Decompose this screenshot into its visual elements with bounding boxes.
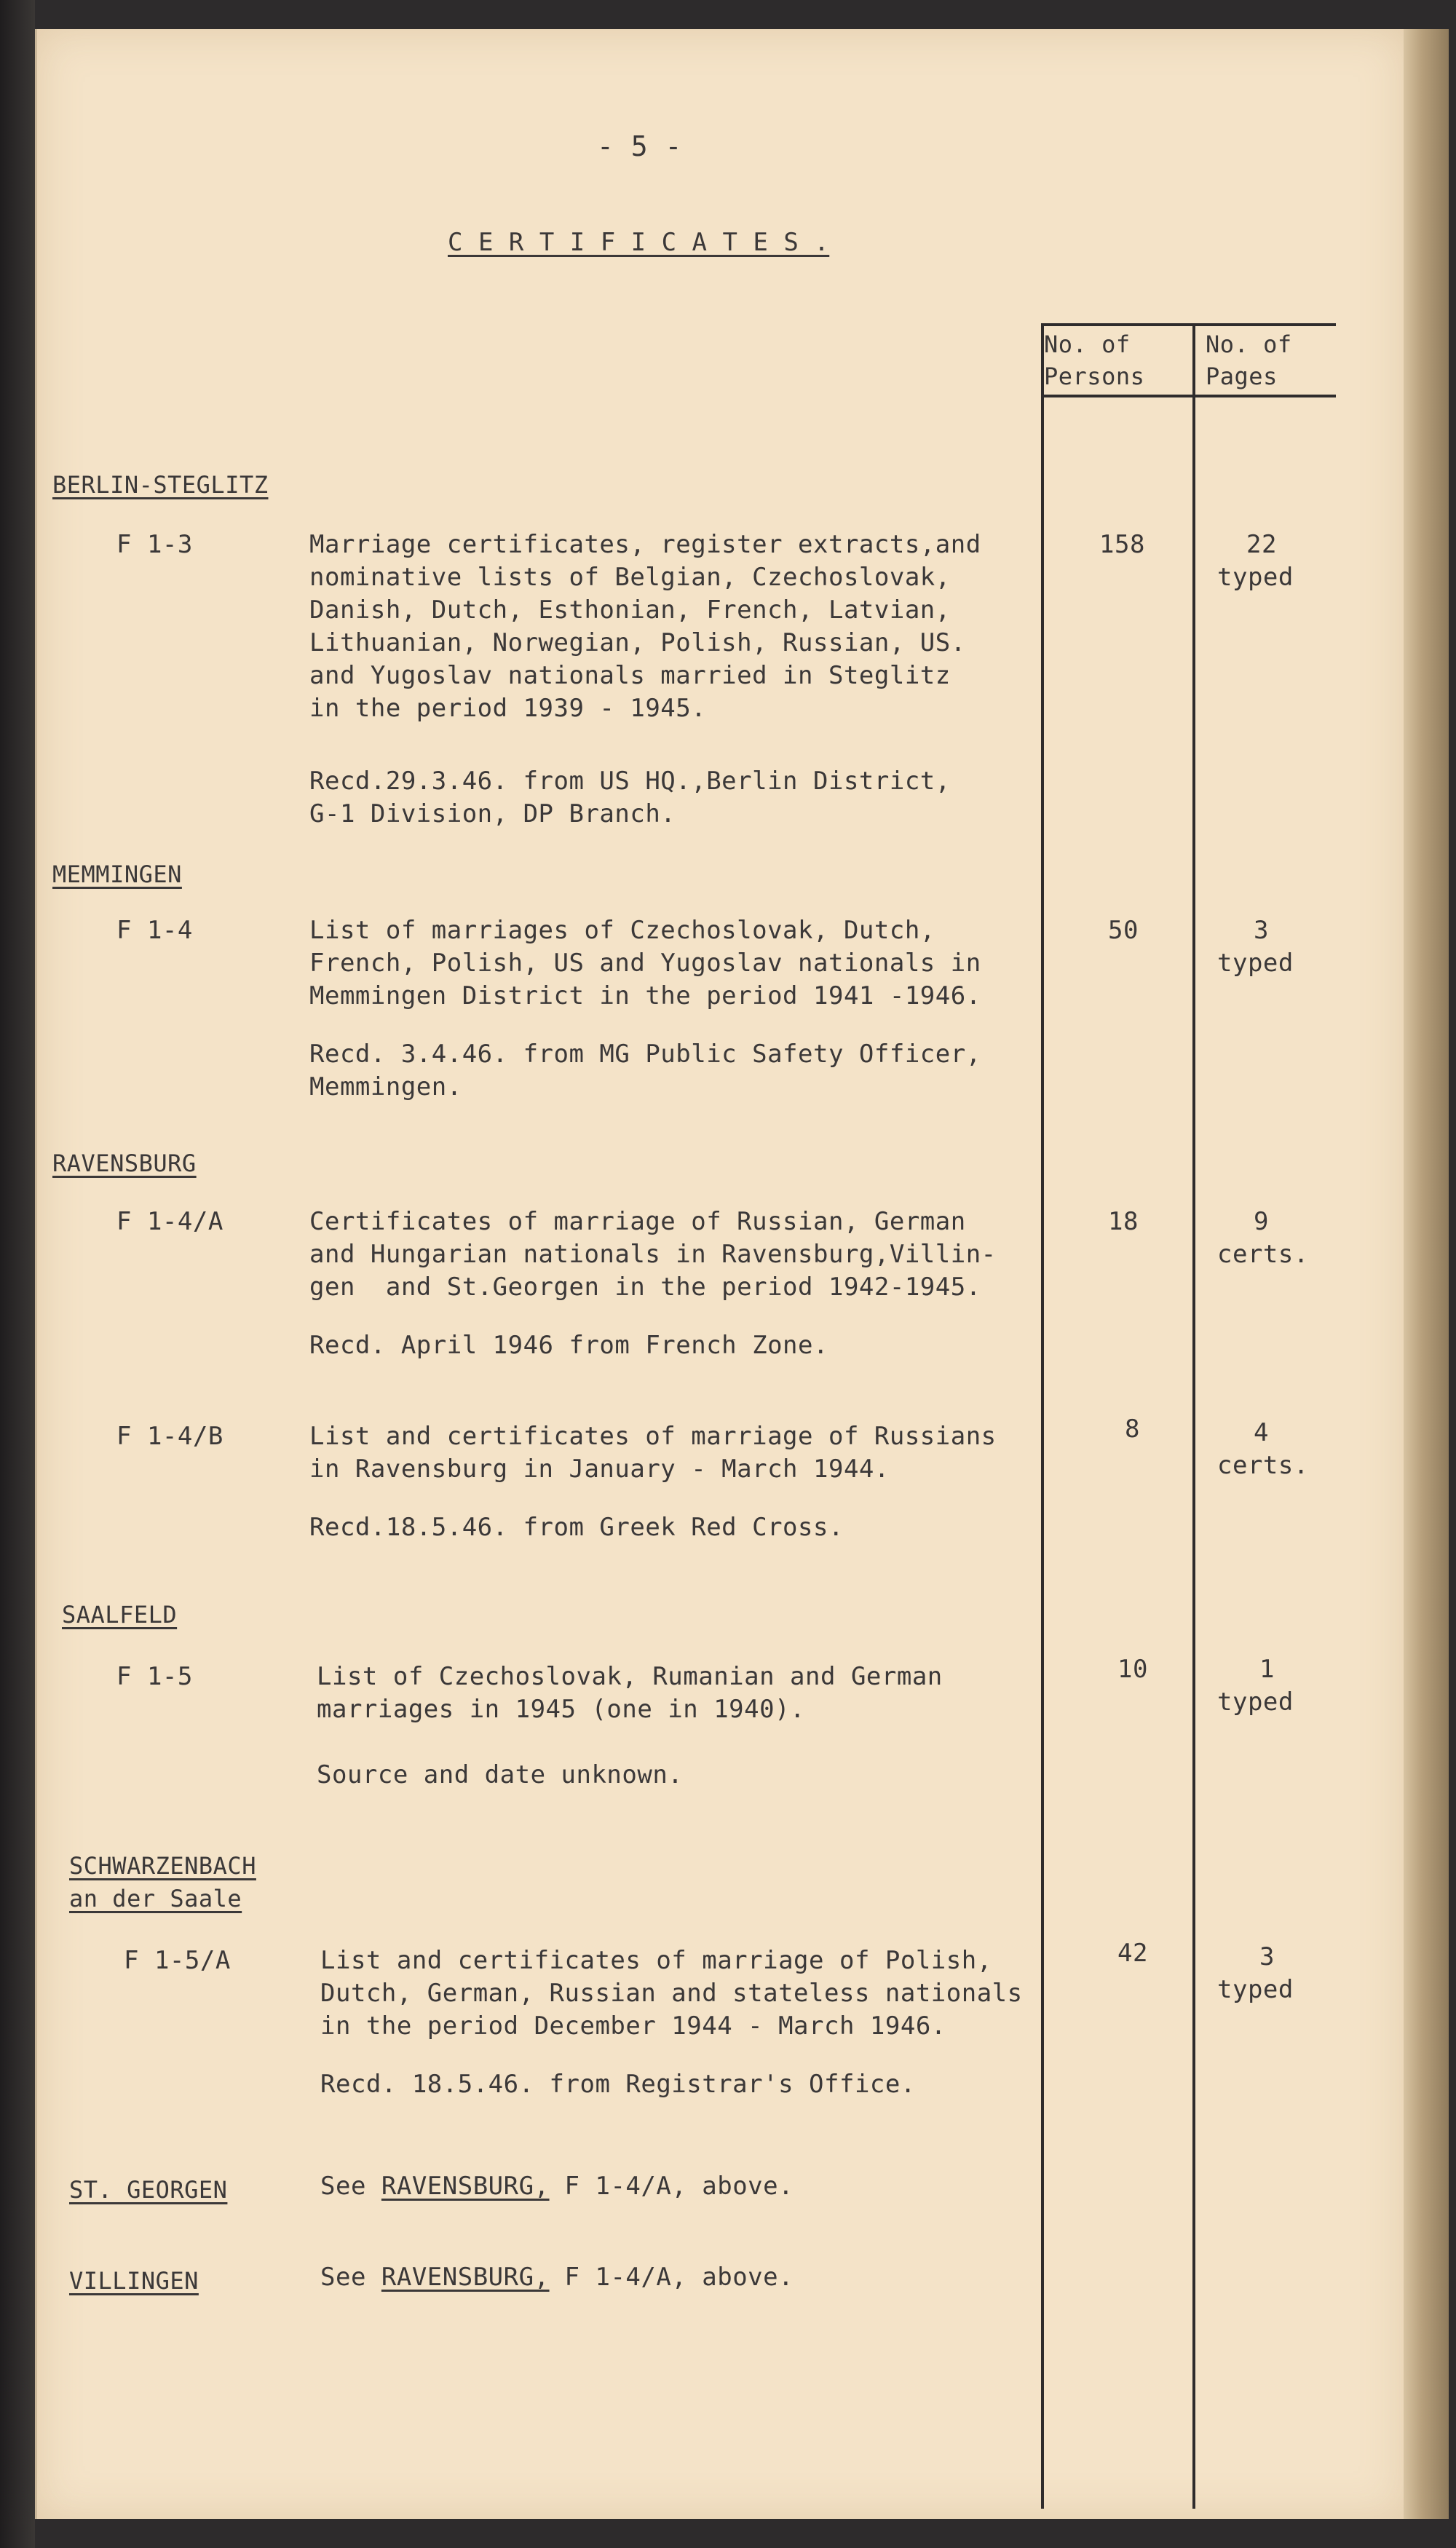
page-edge <box>1404 29 1449 2519</box>
entry-received-line: Recd. April 1946 from French Zone. <box>309 1331 828 1360</box>
pages-type: typed <box>1217 1688 1294 1717</box>
section-heading-villingen: VILLINGEN <box>69 2267 199 2295</box>
pages-column-rule <box>1192 325 1195 2509</box>
entry-desc-line: nominative lists of Belgian, Czechoslovak, <box>309 563 951 592</box>
entry-received-line: Recd. 18.5.46. from Registrar's Office. <box>320 2070 916 2099</box>
persons-count: 42 <box>1117 1939 1148 1968</box>
entry-ref: F 1-5/A <box>124 1946 231 1975</box>
pages-count: 9 <box>1254 1207 1269 1236</box>
entry-desc-line: in the period December 1944 - March 1946. <box>320 2011 946 2041</box>
persons-count: 8 <box>1125 1415 1140 1444</box>
entry-desc-line: French, Polish, US and Yugoslav nationals in <box>309 949 981 978</box>
see-prefix: See <box>320 2172 381 2201</box>
pages-header-line1: No. of <box>1206 331 1292 358</box>
pages-count: 1 <box>1259 1655 1275 1684</box>
entry-desc-line: List and certificates of marriage of Russians <box>309 1422 997 1451</box>
see-reference <box>320 2169 794 2203</box>
section-heading-ravensburg: RAVENSBURG <box>52 1150 197 1177</box>
entry-desc-line: marriages in 1945 (one in 1940). <box>317 1695 806 1724</box>
section-heading-schwarzenbach-subtitle: an der Saale <box>69 1885 242 1912</box>
entry-ref: F 1-3 <box>116 530 193 559</box>
entry-desc-line: in Ravensburg in January - March 1944. <box>309 1455 890 1484</box>
section-heading-saalfeld: SAALFELD <box>62 1601 178 1629</box>
pages-type: typed <box>1217 563 1294 592</box>
entry-received-line: Memmingen. <box>309 1072 462 1101</box>
persons-header-line1: No. of <box>1044 331 1131 358</box>
section-heading-berlin-steglitz: BERLIN-STEGLITZ <box>52 471 269 499</box>
page-title: C E R T I F I C A T E S . <box>448 228 830 257</box>
entry-desc-line: Marriage certificates, register extracts,and <box>309 530 981 559</box>
entry-received-line: Recd. 3.4.46. from MG Public Safety Officer, <box>309 1040 981 1069</box>
entry-ref: F 1-5 <box>116 1662 193 1691</box>
persons-column-rule <box>1041 325 1044 2509</box>
persons-count: 10 <box>1117 1655 1148 1684</box>
see-link: RAVENSBURG, <box>381 2172 550 2201</box>
pages-count: 3 <box>1259 1942 1275 1971</box>
see-reference <box>320 2260 794 2294</box>
page-number: - 5 - <box>597 130 682 162</box>
entry-ref: F 1-4/B <box>116 1422 223 1451</box>
persons-count: 18 <box>1108 1207 1139 1236</box>
entry-desc-line: Memmingen District in the period 1941 -1946. <box>309 981 981 1010</box>
entry-desc-line: and Yugoslav nationals married in Steglitz <box>309 661 951 690</box>
entry-received-line: Recd.29.3.46. from US HQ.,Berlin District, <box>309 767 951 796</box>
pages-type: typed <box>1217 1975 1294 2004</box>
section-heading-memmingen: MEMMINGEN <box>52 860 182 888</box>
persons-count: 158 <box>1099 530 1145 559</box>
pages-count: 3 <box>1254 916 1269 945</box>
entry-ref: F 1-4 <box>116 916 193 945</box>
pages-type: certs. <box>1217 1240 1309 1269</box>
section-heading-schwarzenbach: SCHWARZENBACH <box>69 1852 256 1880</box>
left-page-shadow <box>0 0 35 2548</box>
see-suffix: F 1-4/A, above. <box>549 2172 794 2201</box>
pages-count: 22 <box>1246 530 1277 559</box>
persons-count: 50 <box>1108 916 1139 945</box>
see-prefix: See <box>320 2263 381 2292</box>
entry-desc-line: gen and St.Georgen in the period 1942-1945. <box>309 1273 981 1302</box>
entry-desc-line: Dutch, German, Russian and stateless nationals <box>320 1979 1023 2008</box>
entry-desc-line: Lithuanian, Norwegian, Polish, Russian, US. <box>309 628 966 657</box>
entry-desc-line: in the period 1939 - 1945. <box>309 694 707 723</box>
pages-type: certs. <box>1217 1451 1309 1480</box>
see-suffix: F 1-4/A, above. <box>549 2263 794 2292</box>
entry-received-line: Source and date unknown. <box>317 1760 684 1789</box>
entry-received-line: Recd.18.5.46. from Greek Red Cross. <box>309 1513 844 1542</box>
see-link: RAVENSBURG, <box>381 2263 550 2292</box>
header-bottom-rule <box>1041 395 1336 397</box>
entry-desc-line: Danish, Dutch, Esthonian, French, Latvian, <box>309 596 951 625</box>
pages-type: typed <box>1217 949 1294 978</box>
pages-header-line2: Pages <box>1206 363 1278 390</box>
entry-desc-line: and Hungarian nationals in Ravensburg,Villin- <box>309 1240 997 1269</box>
pages-count: 4 <box>1254 1418 1269 1447</box>
section-heading-st-georgen: ST. GEORGEN <box>69 2176 228 2204</box>
entry-desc-line: List of marriages of Czechoslovak, Dutch, <box>309 916 935 945</box>
entry-ref: F 1-4/A <box>116 1207 223 1236</box>
entry-desc-line: List of Czechoslovak, Rumanian and German <box>317 1662 943 1691</box>
entry-desc-line: List and certificates of marriage of Polish, <box>320 1946 992 1975</box>
entry-desc-line: Certificates of marriage of Russian, German <box>309 1207 966 1236</box>
header-top-rule <box>1041 323 1336 326</box>
persons-header-line2: Persons <box>1044 363 1145 390</box>
entry-received-line: G-1 Division, DP Branch. <box>309 799 676 828</box>
